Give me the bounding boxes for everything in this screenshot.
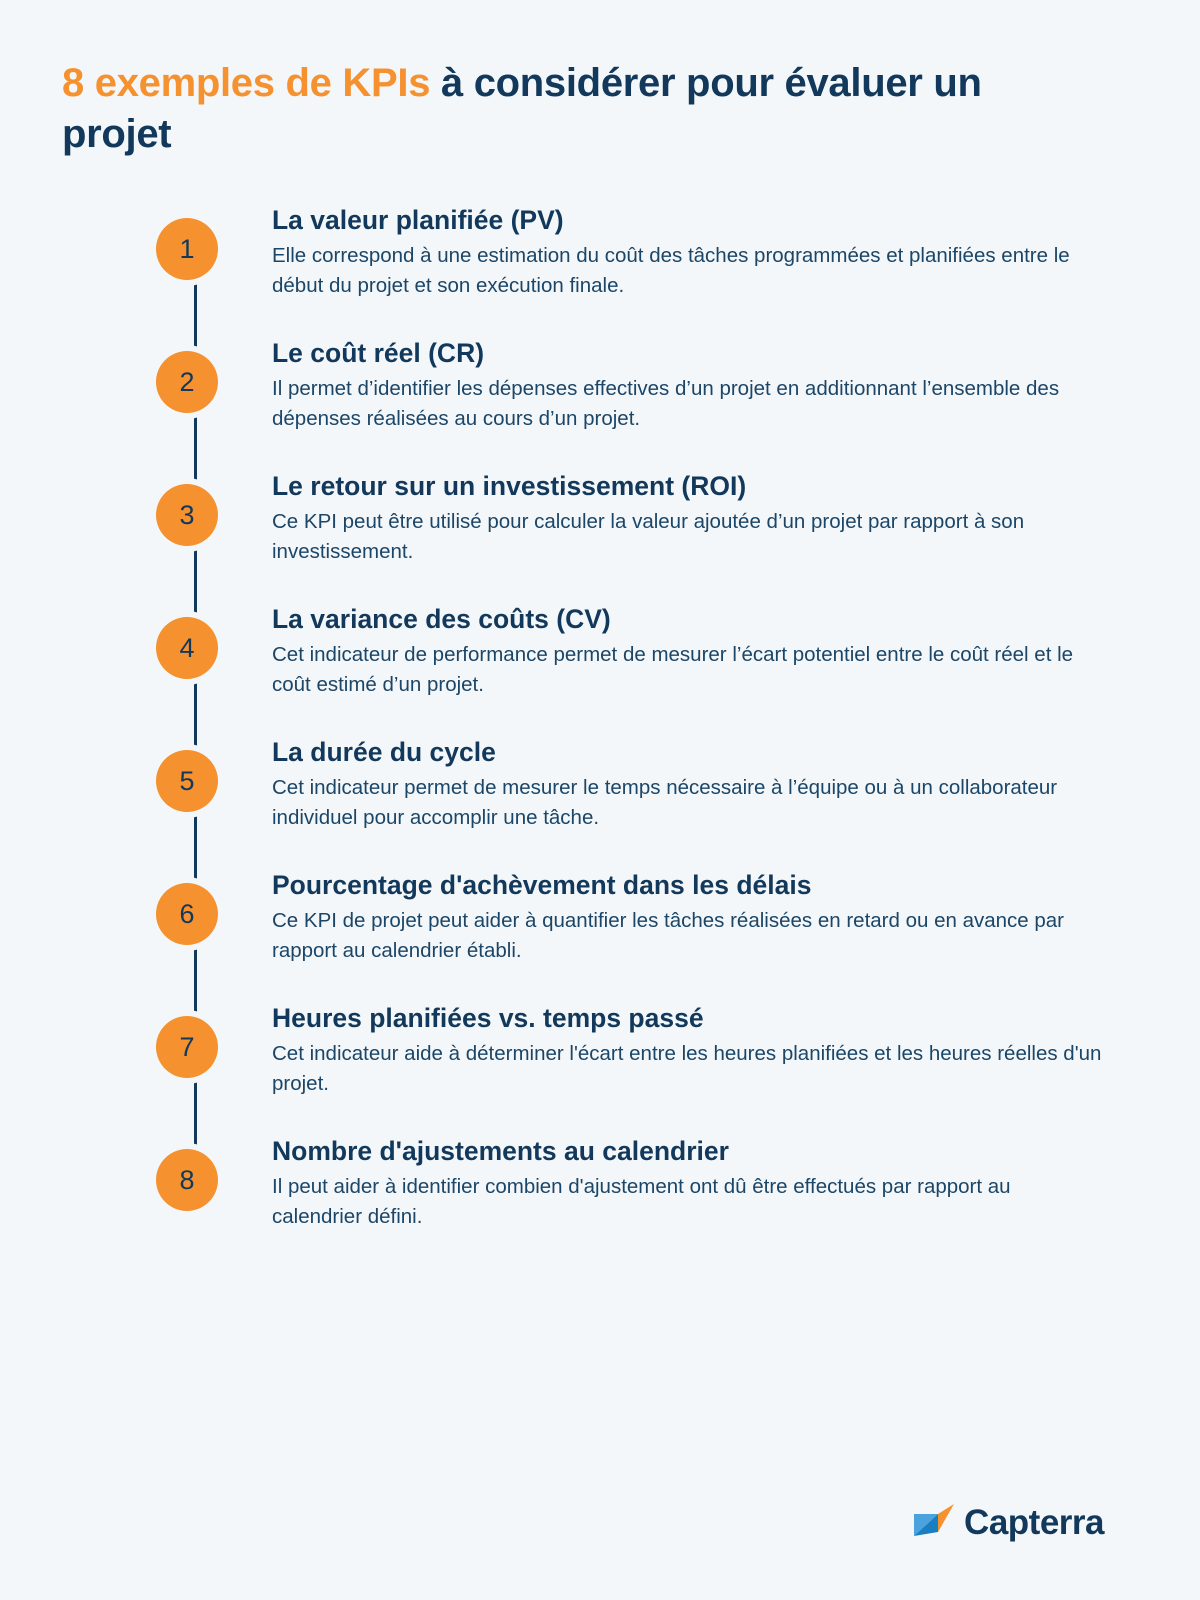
kpi-timeline (102, 204, 1138, 1232)
step-number-badge: 1 (156, 218, 218, 280)
bullet-column (102, 1002, 272, 1078)
item-text-column (272, 869, 1138, 966)
bullet-column (102, 337, 272, 413)
step-number-badge: 2 (156, 351, 218, 413)
item-title: La valeur planifiée (PV) (272, 205, 564, 236)
item-description: Il peut aider à identifier combien d'ajustement ont dû être effectués par rapport au calendrier défini. (272, 1174, 1011, 1228)
item-title: Le coût réel (CR) (272, 338, 485, 369)
item-text-column (272, 603, 1138, 700)
item-description: Ce KPI de projet peut aider à quantifier les tâches réalisées en retard ou en avance par rapport au calendrier établi. (272, 908, 1065, 962)
item-description: Cet indicateur aide à déterminer l'écart entre les heures planifiées et les heures réelles d'un projet. (272, 1041, 1102, 1095)
item-description: Il permet d’identifier les dépenses effectives d’un projet en additionnant l’ensemble des dépenses réalisées au cours d’un projet. (272, 376, 1060, 431)
item-text-column (272, 1002, 1138, 1099)
step-number-badge: 3 (156, 484, 218, 546)
item-title: Nombre d'ajustements au calendrier (272, 1136, 729, 1167)
step-number-badge: 6 (156, 883, 218, 945)
item-title: Heures planifiées vs. temps passé (272, 1003, 704, 1034)
item-description: Cet indicateur de performance permet de mesurer l’écart potentiel entre le coût réel et le coût estimé d’un projet. (272, 642, 1074, 696)
capterra-arrow-icon (912, 1502, 954, 1542)
step-number-badge: 7 (156, 1016, 218, 1078)
bullet-column (102, 470, 272, 546)
brand-footer (912, 1502, 1104, 1542)
bullet-column (102, 1135, 272, 1211)
bullet-column (102, 869, 272, 945)
item-text-column (272, 470, 1138, 567)
bullet-column (102, 736, 272, 812)
list-item (102, 337, 1138, 434)
item-description: Cet indicateur permet de mesurer le temps nécessaire à l’équipe ou à un collaborateur individuel pour accomplir une tâche. (272, 775, 1058, 829)
item-description: Elle correspond à une estimation du coût des tâches programmées et planifiées entre le début du projet et son exécution finale. (272, 243, 1070, 298)
list-item (102, 603, 1138, 700)
bullet-column (102, 603, 272, 679)
item-title: Pourcentage d'achèvement dans les délais (272, 870, 812, 901)
brand-name: Capterra (964, 1502, 1104, 1542)
step-number-badge: 8 (156, 1149, 218, 1211)
item-text-column (272, 337, 1138, 434)
list-item (102, 869, 1138, 966)
list-item (102, 1135, 1138, 1232)
list-item (102, 470, 1138, 567)
list-item (102, 1002, 1138, 1099)
item-text-column (272, 736, 1138, 833)
list-item (102, 204, 1138, 301)
item-text-column (272, 1135, 1138, 1232)
item-description: Ce KPI peut être utilisé pour calculer la valeur ajoutée d’un projet par rapport à son investissement. (272, 509, 1025, 563)
page-title-accent: 8 exemples de KPIs (62, 61, 431, 105)
bullet-column (102, 204, 272, 280)
page-title-rest: à considérer pour évaluer un projet (62, 61, 982, 157)
step-number-badge: 5 (156, 750, 218, 812)
step-number-badge: 4 (156, 617, 218, 679)
item-text-column (272, 204, 1138, 301)
item-title: La durée du cycle (272, 737, 496, 768)
item-title: La variance des coûts (CV) (272, 604, 611, 635)
page-title (62, 58, 1022, 160)
item-title: Le retour sur un investissement (ROI) (272, 471, 747, 502)
list-item (102, 736, 1138, 833)
